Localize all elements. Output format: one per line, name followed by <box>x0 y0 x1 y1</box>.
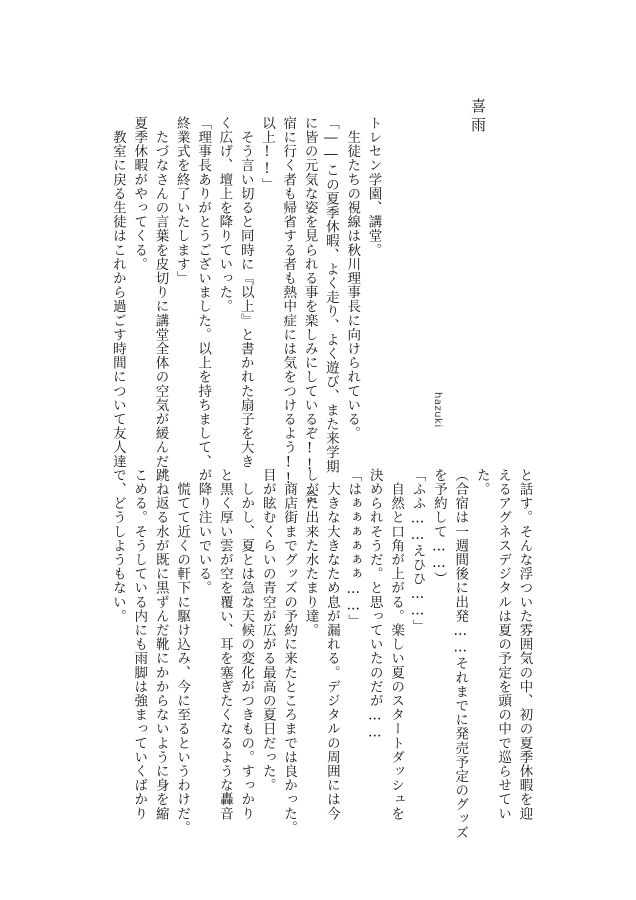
lower-column: 「はぁぁぁぁぁぁ……」 <box>345 468 362 629</box>
lower-column: 目が眩むくらいの青空が広がる最高の夏日だった。 <box>259 468 276 793</box>
upper-column: 教室に戻る生徒はこれから過ごす時間について友人達 <box>109 116 126 469</box>
lower-column: 「ふふ……えひひ……」 <box>409 468 426 634</box>
lower-column: た。 <box>473 468 490 497</box>
lower-column: と話す。そんな浮ついた雰囲気の中、初の夏季休暇を迎 <box>516 468 533 821</box>
lower-column: 大きな大きなため息が漏れる。デジタルの周囲には今 <box>323 468 340 821</box>
upper-column: そう言い切ると同時に『以上』と書かれた扇子を大き <box>237 116 254 469</box>
upper-column: 夏季休暇がやってくる。 <box>131 116 148 272</box>
upper-column: トレセン学園、講堂。 <box>365 116 382 257</box>
upper-column: 終業式を終了いたします」 <box>173 116 190 286</box>
lower-column: で、どうしようもない。 <box>109 468 126 624</box>
upper-column: く広げ、壇上を降りていった。 <box>216 116 233 314</box>
author-name: hazuki <box>432 392 443 428</box>
lower-column: と黒く厚い雲が空を覆い、耳を塞ぎたくなるような轟音 <box>216 468 233 821</box>
lower-column: こめる。そうしている内にも雨脚は強まっていくばかり <box>131 468 148 821</box>
story-title: 喜雨 <box>469 98 487 136</box>
upper-column: 「――この夏季休暇、よく走り、よく遊び、また来学期 <box>322 116 339 474</box>
lower-column: が降り注いでいる。 <box>195 468 212 595</box>
lower-column: 商店街までグッズの予約に来たところまでは良かった。 <box>281 468 298 835</box>
lower-column: しかし、夏とは急な天候の変化がつきもの。すっかり <box>238 468 255 821</box>
lower-column: を予約して……） <box>430 468 447 586</box>
upper-column: たづなさんの言葉を皮切りに講堂全体の空気が緩んだ。 <box>152 116 169 483</box>
upper-column: に皆の元気な姿を見られる事を楽しみにしているぞ!! 合 <box>301 116 318 505</box>
upper-column: 以上!!」 <box>259 116 275 192</box>
upper-column: 生徒たちの視線は秋川理事長に向けられている。 <box>344 116 361 441</box>
lower-column: しがた出来た水たまり達。 <box>302 468 319 638</box>
lower-column: 慌てて近くの軒下に駆け込み、今に至るというわけだ。 <box>174 468 191 835</box>
lower-column: （合宿は一週間後に出発……それまでに発売予定のグッズ <box>452 468 469 840</box>
upper-column: 「理事長ありがとうございました。以上を持ちまして、 <box>195 116 212 469</box>
lower-column: 決められそうだ。と思っていたのだが…… <box>366 468 383 741</box>
lower-column: 跳ね返る水が既に黒ずんだ靴にかからないように身を縮 <box>152 468 169 821</box>
lower-column: 自然と口角が上がる。楽しい夏のスタートダッシュを <box>388 468 405 821</box>
lower-column: えるアグネスデジタルは夏の予定を頭の中で巡らせてい <box>495 468 512 821</box>
upper-column: 宿に行く者も帰省する者も熱中症には気をつけるよう!! <box>280 116 297 488</box>
